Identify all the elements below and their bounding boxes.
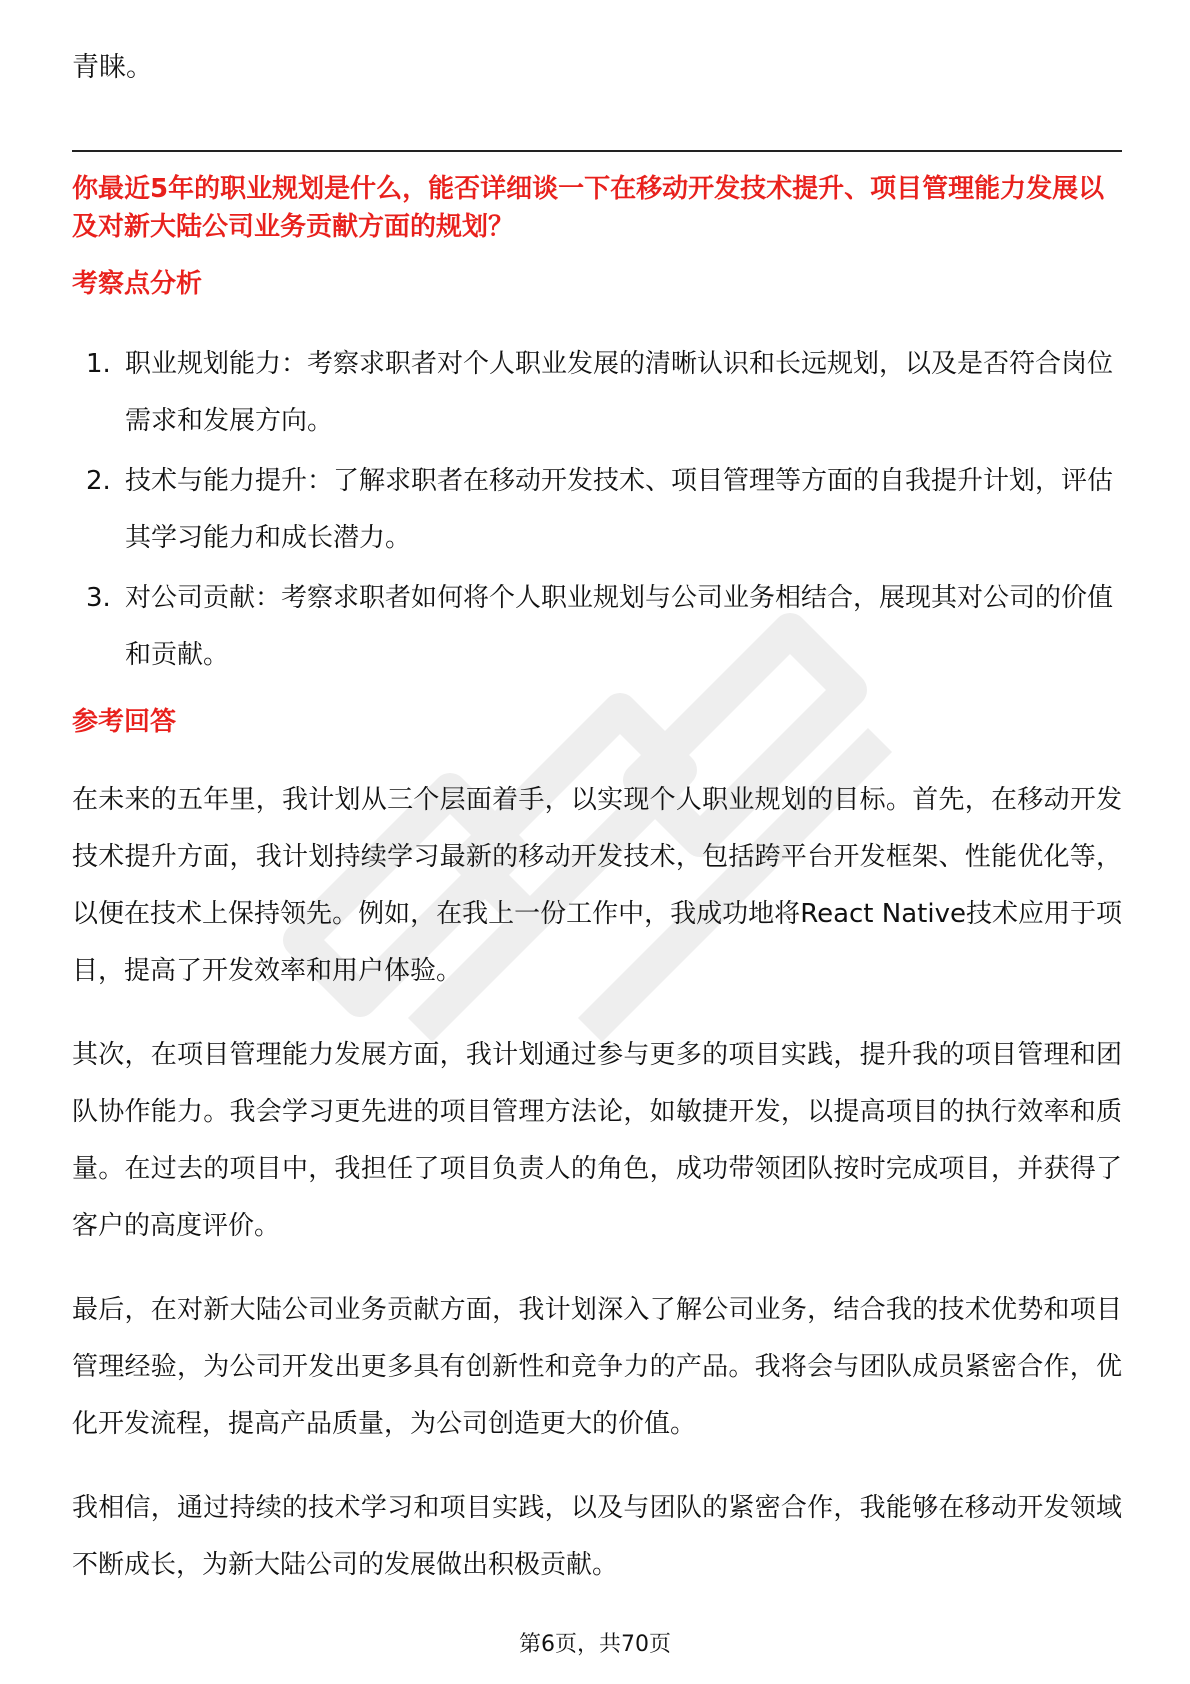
analysis-item-number: 1.: [86, 349, 111, 379]
page-number-footer: 第6页，共70页: [519, 1632, 671, 1657]
analysis-item: [72, 570, 1122, 684]
analysis-item-text: 技术与能力提升：了解求职者在移动开发技术、项目管理等方面的自我提升计划，评估其学习能力和成长潜力。: [125, 466, 1114, 553]
answer-body: [72, 772, 1122, 1621]
answer-paragraph: 我相信，通过持续的技术学习和项目实践，以及与团队的紧密合作，我能够在移动开发领域不断成长，为新大陆公司的发展做出积极贡献。: [72, 1493, 1122, 1580]
answer-heading: 参考回答: [72, 707, 177, 737]
answer-paragraph: 在未来的五年里，我计划从三个层面着手，以实现个人职业规划的目标。首先，在移动开发技术提升方面，我计划持续学习最新的移动开发技术，包括跨平台开发框架、性能优化等，以便在技术上保持领先。例如，在我上一份工作中，我成功地将React Native技术应用于项目，提高了开发效率和用户体验。: [72, 785, 1122, 986]
continuation-text: 青睐。: [72, 52, 153, 83]
analysis-item: [72, 336, 1122, 450]
section-divider: [72, 150, 1122, 152]
analysis-item-text: 职业规划能力：考察求职者对个人职业发展的清晰认识和长远规划，以及是否符合岗位需求和发展方向。: [125, 349, 1114, 436]
analysis-item-text: 对公司贡献：考察求职者如何将个人职业规划与公司业务相结合，展现其对公司的价值和贡献。: [125, 583, 1114, 670]
answer-paragraph: 其次，在项目管理能力发展方面，我计划通过参与更多的项目实践，提升我的项目管理和团队协作能力。我会学习更先进的项目管理方法论，如敏捷开发，以提高项目的执行效率和质量。在过去的项目中，我担任了项目负责人的角色，成功带领团队按时完成项目，并获得了客户的高度评价。: [72, 1040, 1122, 1241]
analysis-heading: 考察点分析: [72, 269, 203, 299]
question-heading: 你最近5年的职业规划是什么，能否详细谈一下在移动开发技术提升、项目管理能力发展以及对新大陆公司业务贡献方面的规划？: [72, 174, 1105, 242]
analysis-list: [72, 336, 1122, 687]
analysis-item-number: 3.: [86, 583, 111, 613]
analysis-item: [72, 453, 1122, 567]
analysis-item-number: 2.: [86, 466, 111, 496]
answer-paragraph: 最后，在对新大陆公司业务贡献方面，我计划深入了解公司业务，结合我的技术优势和项目管理经验，为公司开发出更多具有创新性和竞争力的产品。我将会与团队成员紧密合作，优化开发流程，提高产品质量，为公司创造更大的价值。: [72, 1295, 1122, 1439]
